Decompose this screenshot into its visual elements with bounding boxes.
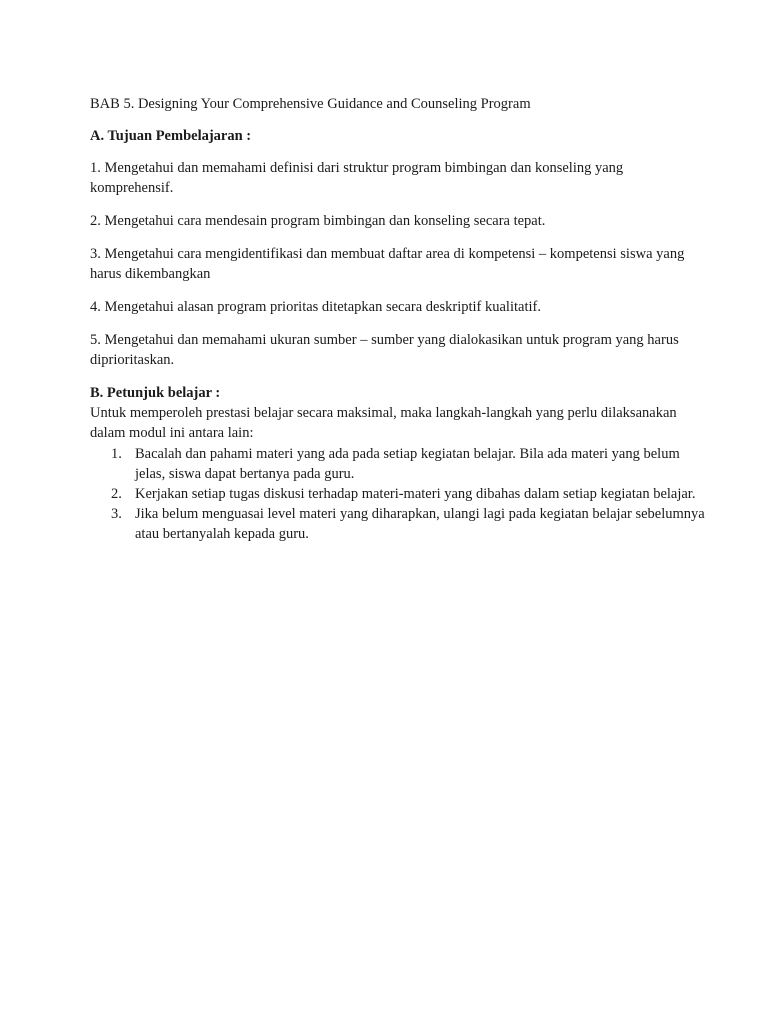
objectives-list	[90, 158, 708, 370]
objective-item: 4. Mengetahui alasan program prioritas ditetapkan secara deskriptif kualitatif.	[90, 299, 541, 315]
study-steps-list	[90, 444, 708, 544]
list-item-text: Jika belum menguasai level materi yang diharapkan, ulangi lagi pada kegiatan belajar sebelumnya atau bertanyalah kepada guru.	[135, 506, 705, 542]
section-b-intro: Untuk memperoleh prestasi belajar secara maksimal, maka langkah-langkah yang perlu dilaksanakan dalam modul ini antara lain:	[90, 405, 677, 441]
chapter-title: BAB 5. Designing Your Comprehensive Guidance and Counseling Program	[90, 96, 531, 112]
list-item	[90, 484, 708, 504]
list-item	[90, 504, 708, 544]
list-item	[90, 444, 708, 484]
section-a-heading: A. Tujuan Pembelajaran :	[90, 128, 252, 144]
list-item-text: Bacalah dan pahami materi yang ada pada setiap kegiatan belajar. Bila ada materi yang belum jelas, siswa dapat bertanya pada guru.	[135, 446, 680, 482]
list-item-text: Kerjakan setiap tugas diskusi terhadap materi-materi yang dibahas dalam setiap kegiatan belajar.	[135, 486, 696, 502]
objective-item: 3. Mengetahui cara mengidentifikasi dan membuat daftar area di kompetensi – kompetensi siswa yang harus dikembangkan	[90, 246, 685, 282]
section-b-heading: B. Petunjuk belajar :	[90, 385, 221, 401]
objective-item: 2. Mengetahui cara mendesain program bimbingan dan konseling secara tepat.	[90, 213, 546, 229]
objective-item: 1. Mengetahui dan memahami definisi dari struktur program bimbingan dan konseling yang komprehensif.	[90, 160, 624, 196]
list-item-number: 2.	[111, 486, 122, 502]
list-item-number: 3.	[111, 506, 122, 522]
list-item-number: 1.	[111, 446, 122, 462]
objective-item: 5. Mengetahui dan memahami ukuran sumber – sumber yang dialokasikan untuk program yang harus diprioritaskan.	[90, 332, 679, 368]
